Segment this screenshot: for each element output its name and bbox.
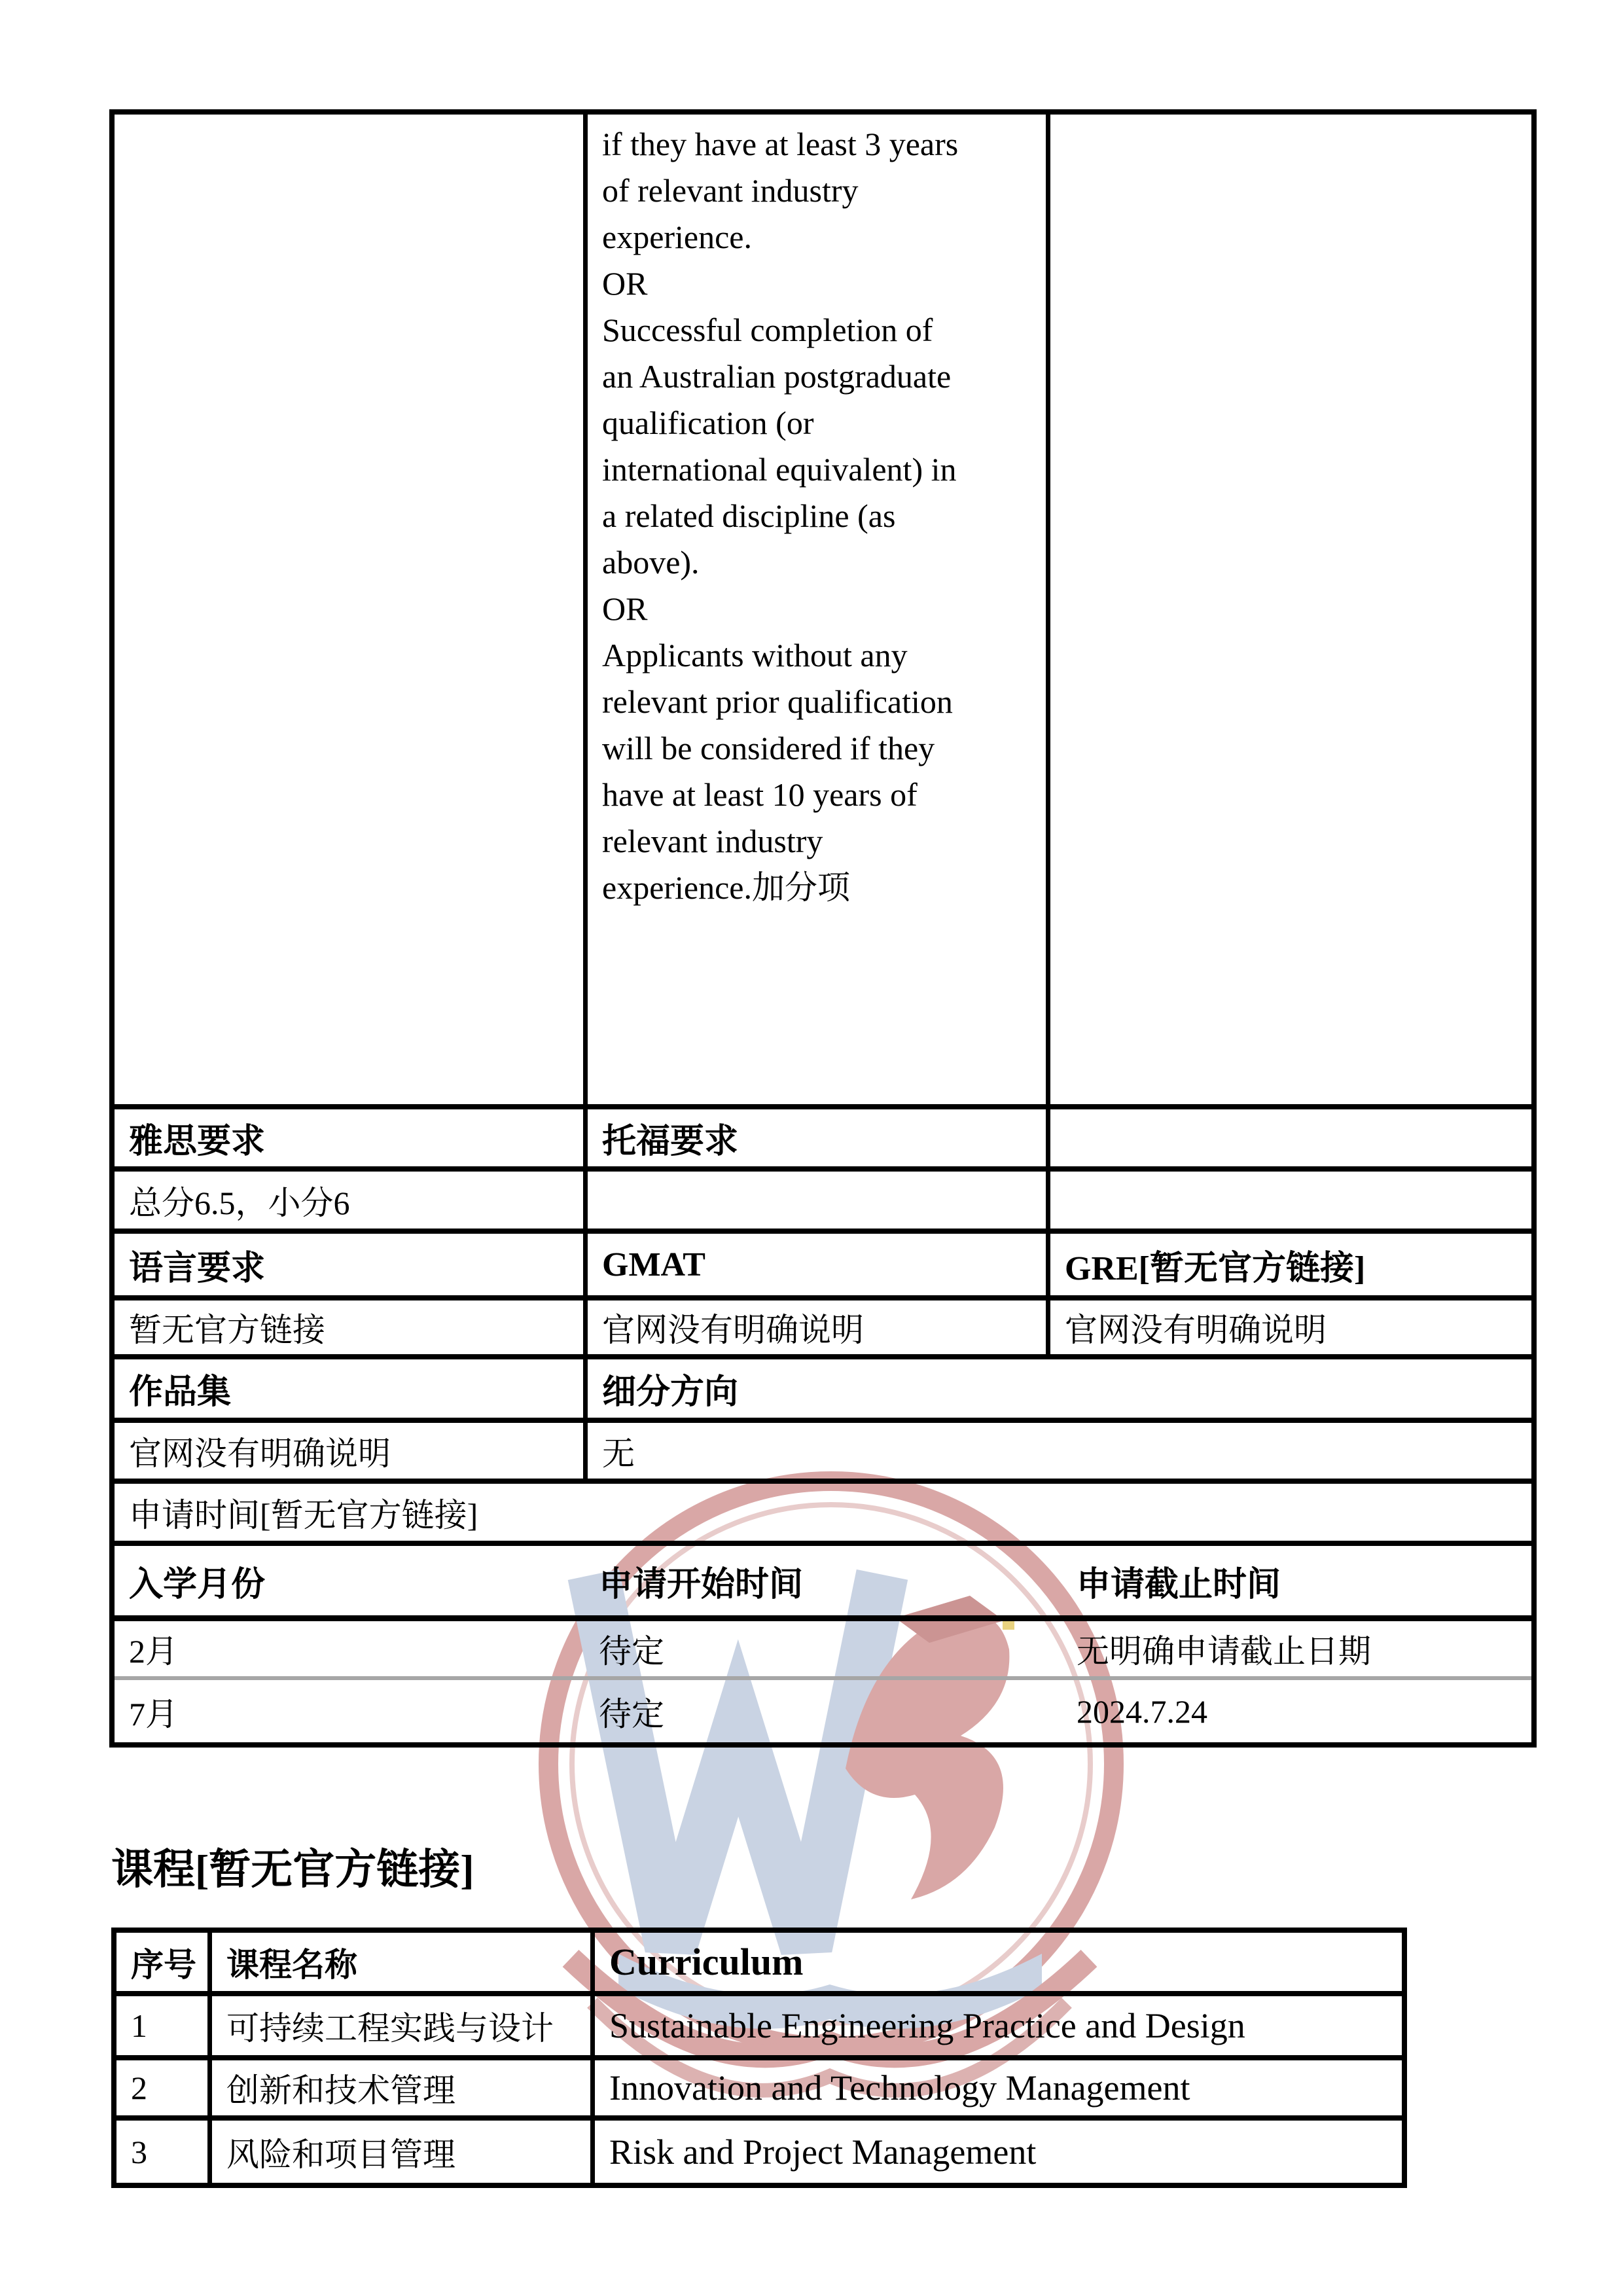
gre-value-cell: 官网没有明确说明	[1065, 1312, 1327, 1348]
intake-row	[115, 1680, 1531, 1742]
empty-cell	[1050, 1109, 1531, 1166]
curriculum-cell: Risk and Project Management	[609, 2132, 1037, 2172]
language-gmat-gre-value-row	[115, 1300, 1531, 1359]
requirement-line: relevant prior qualification	[602, 683, 953, 720]
requirement-line: qualification (or	[602, 404, 814, 441]
requirement-line: above).	[602, 544, 700, 581]
course-section-heading: 课程[暂无官方链接]	[111, 1846, 474, 1893]
course-name-cell: 可持续工程实践与设计	[212, 1996, 595, 2055]
requirement-line: experience.加分项	[602, 869, 851, 906]
requirement-line: Successful completion of	[602, 312, 933, 348]
application-time-row	[115, 1484, 1531, 1546]
toefl-header-cell: 托福要求	[588, 1109, 1050, 1166]
requirement-right-empty-cell	[1050, 115, 1531, 1104]
course-no-header-cell: 序号	[116, 1933, 212, 1991]
portfolio-header-cell: 作品集	[115, 1359, 588, 1418]
requirement-line: a related discipline (as	[602, 497, 896, 534]
language-gmat-gre-header-row	[115, 1234, 1531, 1300]
intake-row	[115, 1621, 1531, 1680]
requirement-row	[115, 115, 1531, 1109]
requirement-line: relevant industry	[602, 823, 823, 859]
course-no-cell: 3	[116, 2121, 212, 2183]
requirement-line: OR	[602, 265, 648, 302]
intake-deadline-value: 无明确申请截止日期	[1077, 1633, 1371, 1670]
intake-deadline-header: 申请截止时间	[1077, 1566, 1281, 1604]
intake-open-header: 申请开始时间	[599, 1566, 804, 1604]
language-value-cell: 暂无官方链接	[115, 1300, 588, 1354]
requirement-text-cell	[588, 115, 1050, 1104]
course-table	[111, 1928, 1407, 2188]
intake-month-value: 2月	[129, 1633, 178, 1670]
requirement-line: if they have at least 3 years	[602, 126, 959, 162]
ielts-value-row	[115, 1172, 1531, 1234]
requirement-line: experience.	[602, 219, 753, 255]
specialization-header-cell: 细分方向	[602, 1374, 739, 1411]
intake-open-value: 待定	[599, 1633, 664, 1670]
ielts-value-cell: 总分6.5，小分6	[115, 1172, 588, 1229]
curriculum-cell: Innovation and Technology Management	[609, 2068, 1190, 2108]
portfolio-specialization-value-row	[115, 1423, 1531, 1484]
portfolio-value-cell: 官网没有明确说明	[115, 1423, 588, 1479]
application-time-label-cell: 申请时间[暂无官方链接]	[129, 1496, 478, 1534]
gmat-value-cell: 官网没有明确说明	[588, 1300, 1050, 1354]
specialization-value-cell: 无	[602, 1435, 635, 1472]
requirement-line: Applicants without any	[602, 637, 908, 673]
requirement-line: an Australian postgraduate	[602, 358, 952, 395]
course-table-header-row	[116, 1933, 1402, 1996]
admission-table	[109, 109, 1537, 1748]
language-header-cell: 语言要求	[115, 1234, 588, 1295]
curriculum-cell: Sustainable Engineering Practice and Design	[609, 2006, 1245, 2045]
course-row	[116, 2121, 1402, 2183]
empty-cell	[588, 1172, 1050, 1229]
requirement-line: will be considered if they	[602, 730, 935, 766]
course-name-cell: 风险和项目管理	[212, 2121, 595, 2183]
course-name-header-cell: 课程名称	[212, 1933, 595, 1991]
empty-cell	[1050, 1172, 1531, 1229]
intake-month-header: 入学月份	[129, 1566, 266, 1604]
ielts-toefl-header-row	[115, 1109, 1531, 1172]
requirement-line: of relevant industry	[602, 172, 859, 209]
course-no-cell: 2	[116, 2060, 212, 2115]
gre-header-cell: GRE[暂无官方链接]	[1065, 1249, 1366, 1287]
gmat-header-cell: GMAT	[588, 1234, 1050, 1295]
portfolio-specialization-header-row	[115, 1359, 1531, 1423]
intake-month-value: 7月	[129, 1695, 178, 1732]
course-name-cell: 创新和技术管理	[212, 2060, 595, 2115]
requirement-line: international equivalent) in	[602, 451, 957, 488]
course-no-cell: 1	[116, 1996, 212, 2055]
intake-deadline-value: 2024.7.24	[1077, 1693, 1207, 1730]
requirement-left-empty-cell	[115, 115, 588, 1104]
curriculum-header-cell: Curriculum	[609, 1941, 804, 1983]
ielts-header-cell: 雅思要求	[115, 1109, 588, 1166]
requirement-line: have at least 10 years of	[602, 776, 918, 813]
intake-header-row	[115, 1546, 1531, 1621]
course-row	[116, 1996, 1402, 2060]
intake-open-value: 待定	[599, 1695, 664, 1732]
requirement-line: OR	[602, 590, 648, 627]
course-row	[116, 2060, 1402, 2121]
